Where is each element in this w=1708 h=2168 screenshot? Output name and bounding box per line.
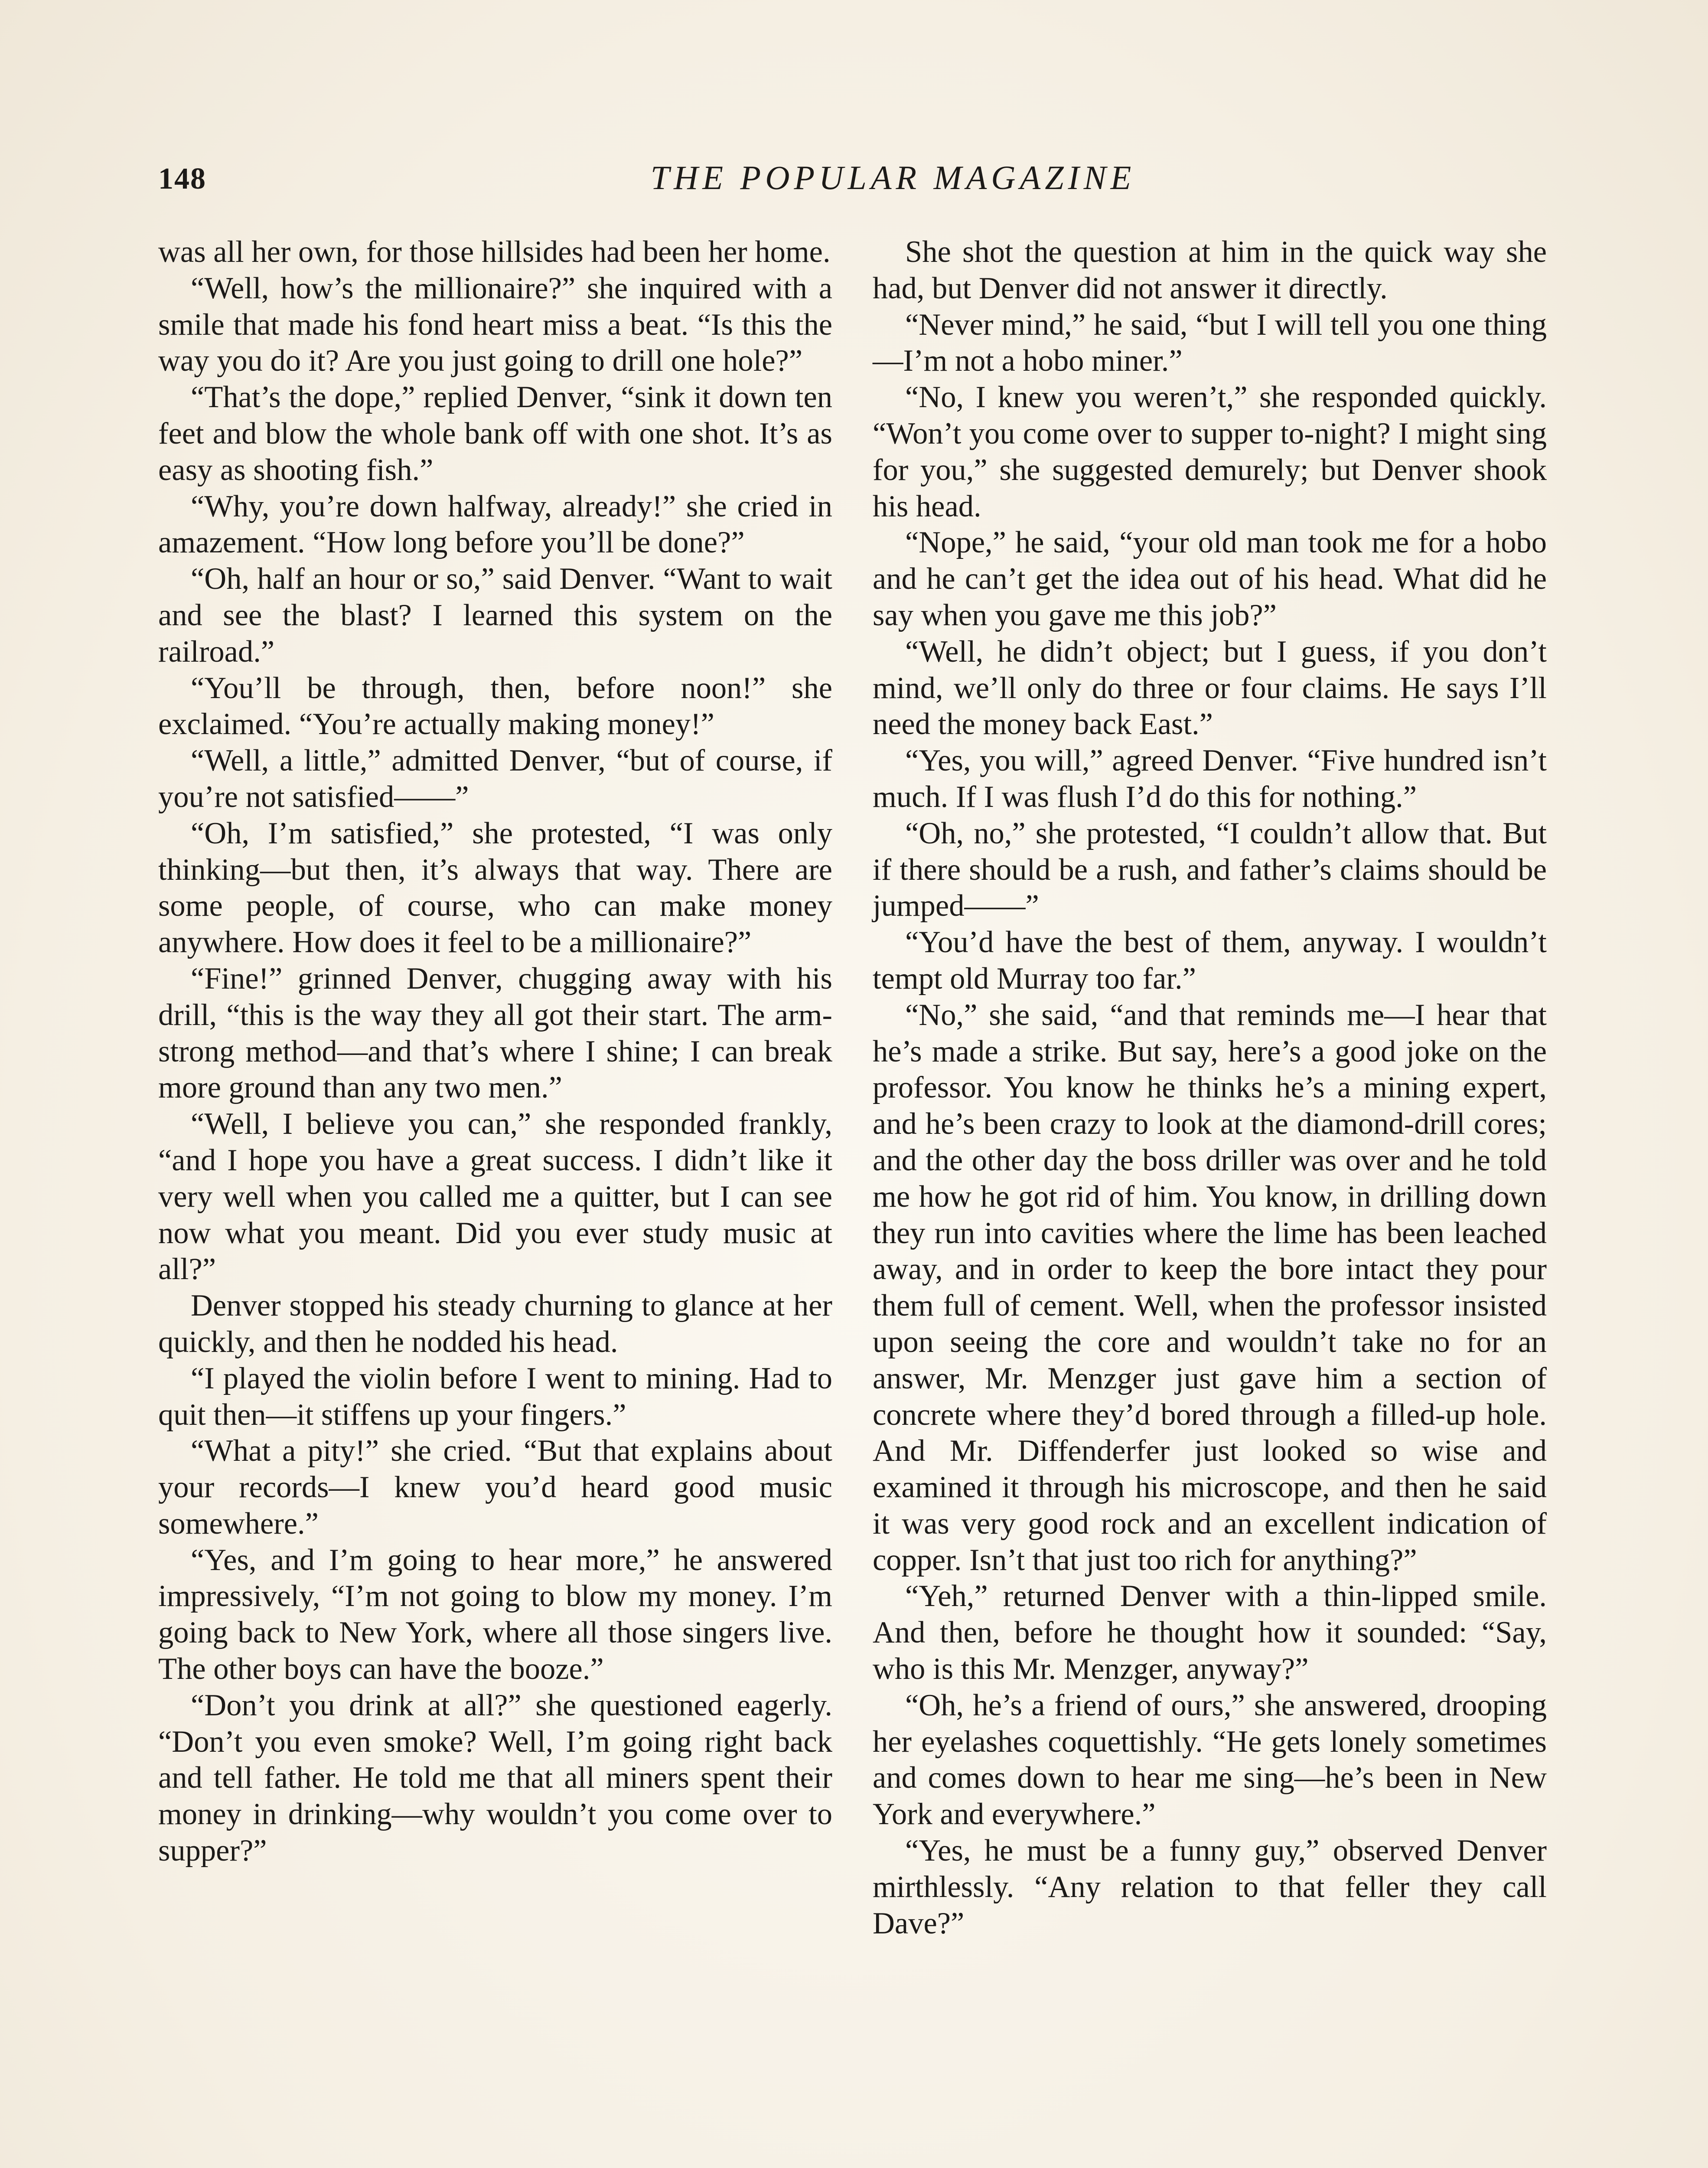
paragraph: “Well, how’s the millionaire?” she inquired with a smile that made his fond heart miss a beat. “Is this the way you do it? Are you just going to drill one hole?”: [158, 271, 832, 378]
paragraph: “You’ll be through, then, before noon!” she exclaimed. “You’re actually making money!”: [158, 671, 832, 741]
paragraph: “Well, he didn’t object; but I guess, if you don’t mind, we’ll only do three or four claims. He says I’ll need the money back East.”: [873, 634, 1547, 741]
paragraph: “Don’t you drink at all?” she questioned eagerly. “Don’t you even smoke? Well, I’m going right back and tell father. He told me that all miners spent their money in drinking—why wouldn’t you come over to supper?”: [158, 1688, 832, 1868]
page-number: 148: [158, 162, 206, 196]
left-column: [158, 234, 832, 1869]
paragraph: “Yes, you will,” agreed Denver. “Five hundred isn’t much. If I was flush I’d do this for nothing.”: [873, 744, 1547, 814]
right-column: [873, 234, 1547, 1942]
paragraph: “Oh, no,” she protested, “I couldn’t allow that. But if there should be a rush, and father’s claims should be jumped——”: [873, 816, 1547, 923]
paragraph: “Why, you’re down halfway, already!” she cried in amazement. “How long before you’ll be done?”: [158, 489, 832, 560]
paragraph: “That’s the dope,” replied Denver, “sink it down ten feet and blow the whole bank off with one shot. It’s as easy as shooting fish.”: [158, 380, 832, 487]
paragraph: “Oh, half an hour or so,” said Denver. “Want to wait and see the blast? I learned this system on the railroad.”: [158, 562, 832, 669]
paragraph: “Yeh,” returned Denver with a thin-lipped smile. And then, before he thought how it sounded: “Say, who is this Mr. Menzger, anyway?”: [873, 1579, 1547, 1686]
paragraph: “I played the violin before I went to mining. Had to quit then—it stiffens up your fingers.”: [158, 1361, 832, 1432]
paragraph: “Never mind,” he said, “but I will tell you one thing—I’m not a hobo miner.”: [873, 307, 1547, 378]
paragraph: “What a pity!” she cried. “But that explains about your records—I knew you’d heard good music somewhere.”: [158, 1434, 832, 1541]
paragraph: “No,” she said, “and that reminds me—I hear that he’s made a strike. But say, here’s a good joke on the professor. You know he thinks he’s a mining expert, and he’s been crazy to look at the diamond-drill cores; and the other day the boss driller was over and he told me how he got rid of him. You know, in drilling down they run into cavities where the lime has been leached away, and in order to keep the bore intact they pour them full of cement. Well, when the professor insisted upon seeing the core and wouldn’t take no for an answer, Mr. Menzger just gave him a section of concrete where they’d bored through a filled-up hole. And Mr. Diffenderfer just looked so wise and examined it through his microscope, and then he said it was very good rock and an excellent indication of copper. Isn’t that just too rich for anything?”: [873, 998, 1547, 1577]
paragraph: “Yes, he must be a funny guy,” observed Denver mirthlessly. “Any relation to that feller they call Dave?”: [873, 1834, 1547, 1940]
running-title: THE POPULAR MAGAZINE: [650, 159, 1136, 196]
paragraph: “Well, a little,” admitted Denver, “but of course, if you’re not satisfied——”: [158, 744, 832, 814]
paragraph: “Yes, and I’m going to hear more,” he answered impressively, “I’m not going to blow my money. I’m going back to New York, where all those singers live. The other boys can have the booze.”: [158, 1543, 832, 1686]
paragraph: She shot the question at him in the quick way she had, but Denver did not answer it directly.: [873, 235, 1547, 305]
paragraph: “Well, I believe you can,” she responded frankly, “and I hope you have a great success. I didn’t like it very well when you called me a quitter, but I can see now what you meant. Did you ever study music at all?”: [158, 1107, 832, 1286]
paragraph: “Oh, I’m satisfied,” she protested, “I was only thinking—but then, it’s always that way. There are some people, of course, who can make money anywhere. How does it feel to be a millionaire?”: [158, 816, 832, 960]
paragraph: “Oh, he’s a friend of ours,” she answered, drooping her eyelashes coquettishly. “He gets lonely sometimes and comes down to hear me sing—he’s been in New York and everywhere.”: [873, 1688, 1547, 1832]
paragraph: Denver stopped his steady churning to glance at her quickly, and then he nodded his head.: [158, 1289, 832, 1359]
paragraph: “Nope,” he said, “your old man took me for a hobo and he can’t get the idea out of his head. What did he say when you gave me this job?”: [873, 526, 1547, 632]
paragraph: was all her own, for those hillsides had been her home.: [158, 235, 831, 269]
page-header: [0, 154, 1708, 202]
paragraph: “You’d have the best of them, anyway. I wouldn’t tempt old Murray too far.”: [873, 925, 1547, 996]
paragraph: “Fine!” grinned Denver, chugging away with his drill, “this is the way they all got their start. The arm-strong method—and that’s where I shine; I can break more ground than any two men.”: [158, 961, 832, 1105]
paragraph: “No, I knew you weren’t,” she responded quickly. “Won’t you come over to supper to-night? I might sing for you,” she suggested demurely; but Denver shook his head.: [873, 380, 1547, 523]
